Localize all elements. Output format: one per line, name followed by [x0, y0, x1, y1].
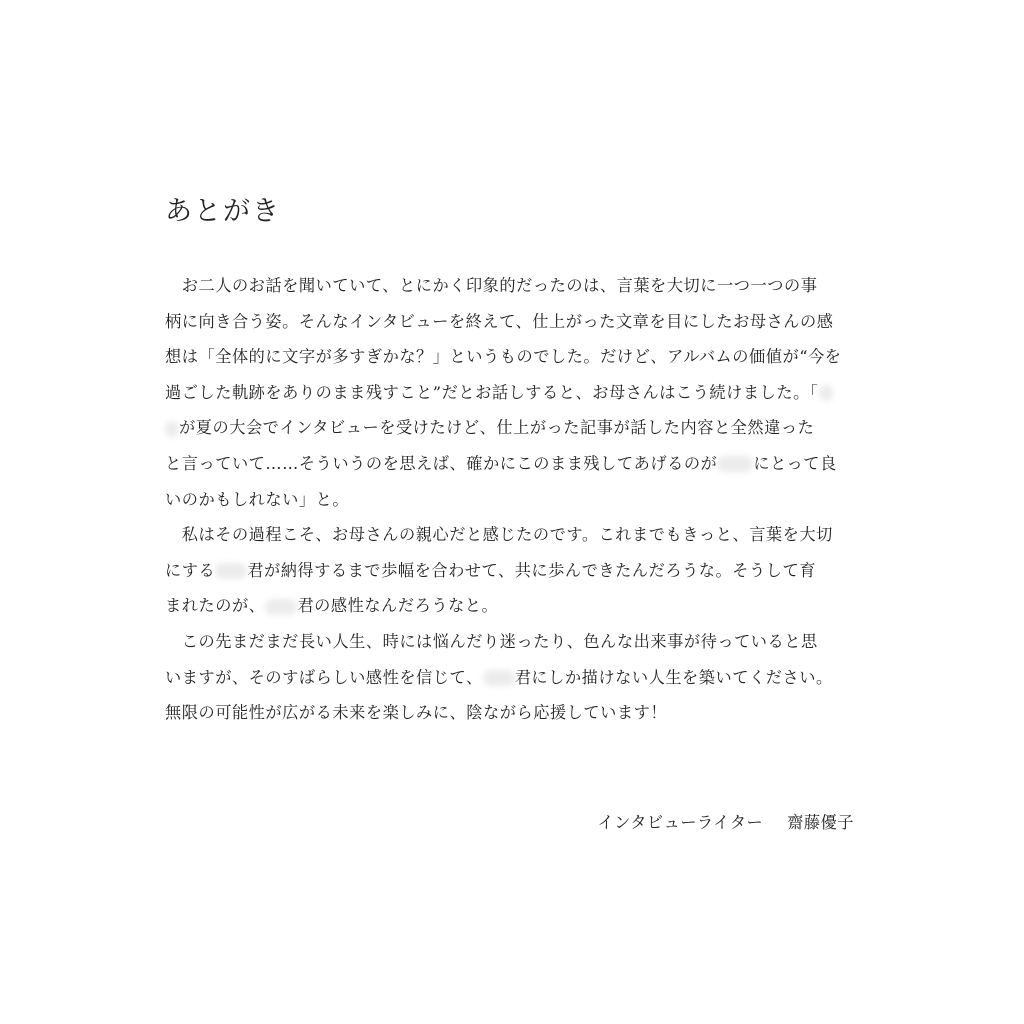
redacted-name-blur — [265, 599, 297, 615]
body-line — [165, 304, 855, 340]
line-text: いますが、そのすばらしい感性を信じて、 — [165, 667, 483, 687]
body-line — [165, 410, 855, 446]
line-text: まれたのが、 — [165, 596, 266, 616]
redacted-name-blur — [483, 670, 515, 686]
page-title: あとがき — [165, 196, 281, 227]
body-line — [165, 268, 855, 304]
signature-name: 齋藤優子 — [787, 813, 854, 832]
body-line — [165, 588, 855, 624]
line-text: いのかもしれない」と。 — [165, 489, 350, 509]
line-text: 想は「全体的に文字が多すぎかな？」というものでした。だけど、アルバムの価値が“今を — [165, 347, 842, 367]
line-text: 無限の可能性が広がる未来を楽しみに、陰ながら応援しています！ — [165, 703, 668, 723]
body-line — [165, 553, 855, 589]
body-line — [165, 660, 855, 696]
line-text: 君が納得するまで歩幅を合わせて、共に歩んできたんだろうな。そうして育 — [247, 560, 816, 580]
redacted-name-blur — [215, 563, 247, 579]
body-line — [165, 624, 855, 660]
signature-role: インタビューライター — [597, 813, 764, 832]
line-text: が夏の大会でインタビューを受けたけど、仕上がった記事が話した内容と全然違った — [179, 418, 815, 438]
line-text: 柄に向き合う姿。そんなインタビューを終えて、仕上がった文章を目にしたお母さんの感 — [165, 311, 834, 331]
line-text: この先まだまだ長い人生、時には悩んだり迷ったり、色んな出来事が待っていると思 — [165, 631, 818, 651]
redacted-name-blur — [165, 421, 179, 437]
line-text: お二人のお話を聞いていて、とにかく印象的だったのは、言葉を大切に一つ一つの事 — [165, 276, 818, 295]
line-text: 過ごした軌跡をありのまま残すこと”だとお話しすると、お母さんはこう続けました。「 — [165, 382, 819, 402]
line-text: 君の感性なんだろうなと。 — [297, 596, 499, 616]
body-line — [165, 446, 855, 482]
line-text: 君にしか描けない人生を築いてください。 — [514, 667, 833, 687]
line-text: にする — [165, 560, 216, 580]
redacted-name-blur — [819, 385, 833, 401]
afterword-body — [165, 268, 855, 731]
body-line — [165, 375, 855, 411]
line-text: にとって良 — [753, 453, 837, 473]
body-line — [165, 695, 855, 731]
body-line — [165, 517, 855, 553]
line-text: と言っていて……そういうのを思えば、確かにこのまま残してあげるのが — [165, 453, 718, 473]
body-line — [165, 339, 855, 375]
body-line — [165, 482, 855, 518]
redacted-name-blur — [717, 456, 753, 472]
line-text: 私はその過程こそ、お母さんの親心だと感じたのです。これまでもきっと、言葉を大切 — [165, 525, 833, 545]
signature — [598, 808, 855, 838]
